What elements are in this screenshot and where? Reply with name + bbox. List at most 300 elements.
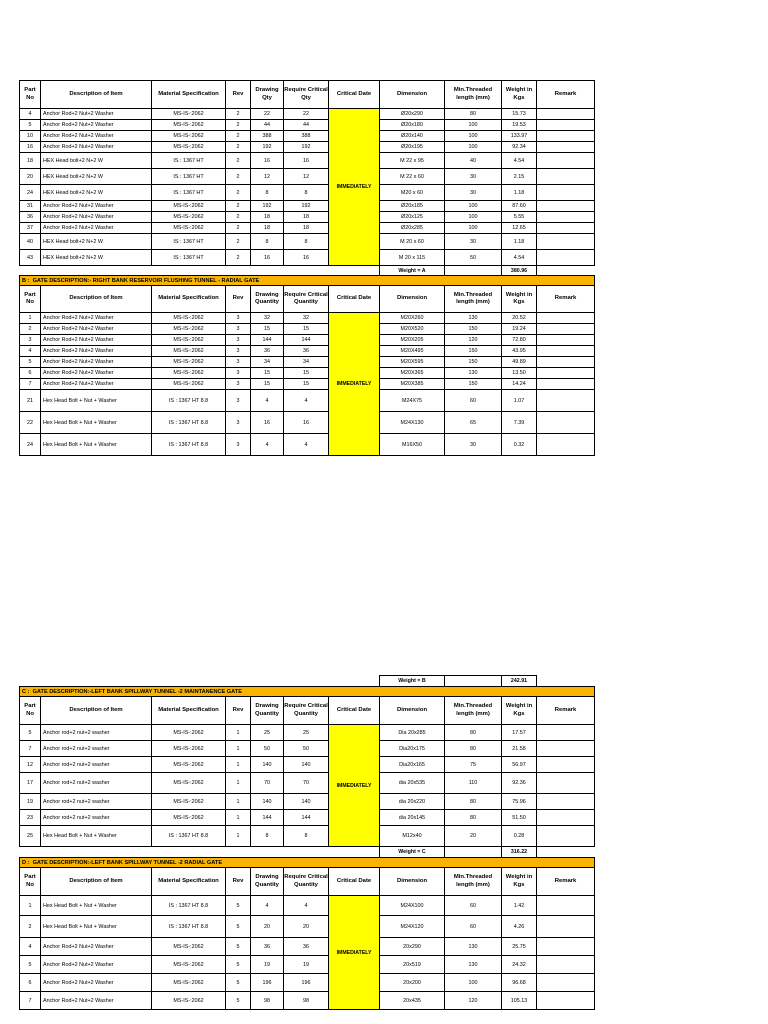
description-cell: Anchor Rod+2 Nut+2 Washer	[41, 142, 152, 153]
dimension-cell: M20 x 60	[380, 185, 445, 201]
header-description: Description of Item	[41, 81, 152, 109]
drawing-qty-cell: 18	[251, 223, 284, 234]
weight-cell: 4.26	[502, 916, 537, 938]
drawing-qty-cell: 4	[251, 896, 284, 916]
part-no-cell: 40	[20, 234, 41, 250]
drawing-qty-cell: 16	[251, 250, 284, 266]
min-threaded-length-cell: 150	[445, 357, 502, 368]
part-no-cell: 5	[20, 120, 41, 131]
description-cell: HEX Head bolt+2 N+2 W	[41, 234, 152, 250]
description-cell: Anchor Rod+2 Nut+2 Washer	[41, 109, 152, 120]
table-row	[20, 169, 595, 185]
header-rev: Rev	[226, 286, 251, 313]
drawing-qty-cell: 19	[251, 956, 284, 974]
part-no-cell: 31	[20, 201, 41, 212]
critical-qty-cell: 34	[284, 357, 329, 368]
min-threaded-length-cell: 100	[445, 223, 502, 234]
part-no-cell: 25	[20, 826, 41, 847]
min-threaded-length-cell: 20	[445, 826, 502, 847]
critical-date-cell: IMMEDIATELY	[329, 109, 380, 266]
table-row	[20, 810, 595, 826]
rev-cell: 5	[226, 992, 251, 1010]
weight-cell: 17.57	[502, 725, 537, 741]
part-no-cell: 36	[20, 212, 41, 223]
min-threaded-length-cell: 100	[445, 131, 502, 142]
blank-cell	[20, 676, 380, 687]
header-critical-date: Critical Date	[329, 868, 380, 896]
material-spec-cell: MS-IS-:2062	[152, 794, 226, 810]
weight-cell: 15.73	[502, 109, 537, 120]
material-spec-cell: MS-IS-:2062	[152, 956, 226, 974]
critical-qty-cell: 196	[284, 974, 329, 992]
dimension-cell: 20x519	[380, 956, 445, 974]
table-row	[20, 142, 595, 153]
min-threaded-length-cell: 30	[445, 434, 502, 456]
rev-cell: 1	[226, 725, 251, 741]
material-spec-cell: IS : 1367 HT 8.8	[152, 826, 226, 847]
header-rev: Rev	[226, 868, 251, 896]
material-spec-cell: MS-IS-:2062	[152, 109, 226, 120]
table-row	[20, 434, 595, 456]
critical-qty-cell: 25	[284, 725, 329, 741]
critical-qty-cell: 20	[284, 916, 329, 938]
remark-cell	[537, 956, 595, 974]
description-cell: Anchor Rod+2 Nut+2 Washer	[41, 992, 152, 1010]
header-part-no: Part No	[20, 286, 41, 313]
remark-cell	[537, 313, 595, 324]
min-threaded-length-cell: 80	[445, 725, 502, 741]
critical-qty-cell: 16	[284, 153, 329, 169]
dimension-cell: Ø20x185	[380, 201, 445, 212]
material-spec-cell: MS-IS-:2062	[152, 741, 226, 757]
header-weight: Weight in Kgs	[502, 868, 537, 896]
weight-cell: 92.36	[502, 773, 537, 794]
header-critical-qty: Require Critical Quantity	[284, 697, 329, 725]
part-no-cell: 1	[20, 313, 41, 324]
material-spec-cell: IS : 1367 HT	[152, 234, 226, 250]
drawing-qty-cell: 34	[251, 357, 284, 368]
material-spec-cell: IS : 1367 HT	[152, 169, 226, 185]
dimension-cell: M24X100	[380, 896, 445, 916]
blank-cell	[537, 266, 595, 276]
drawing-qty-cell: 36	[251, 346, 284, 357]
rev-cell: 5	[226, 916, 251, 938]
description-cell: Anchor rod+2 nut+2 washer	[41, 725, 152, 741]
description-cell: Anchor Rod+2 Nut+2 Washer	[41, 335, 152, 346]
description-cell: Anchor rod+2 nut+2 washer	[41, 741, 152, 757]
rev-cell: 3	[226, 379, 251, 390]
drawing-qty-cell: 4	[251, 434, 284, 456]
weight-cell: 133.97	[502, 131, 537, 142]
rev-cell: 1	[226, 757, 251, 773]
material-spec-cell: IS : 1367 HT 8.8	[152, 916, 226, 938]
section-title-row	[20, 276, 595, 286]
header-material-spec: Material Specification	[152, 697, 226, 725]
dimension-cell: Ø20x290	[380, 109, 445, 120]
min-threaded-length-cell: 60	[445, 390, 502, 412]
critical-qty-cell: 98	[284, 992, 329, 1010]
part-no-cell: 19	[20, 794, 41, 810]
rev-cell: 3	[226, 434, 251, 456]
weight-cell: 14.24	[502, 379, 537, 390]
header-critical-qty: Require Critical Qty	[284, 81, 329, 109]
description-cell: HEX Head bolt+2 N+2 W	[41, 153, 152, 169]
part-no-cell: 12	[20, 757, 41, 773]
section-description: GATE DESCRIPTION:-LEFT BANK SPILLWAY TUNNEL -2 RADIAL GATE	[32, 859, 223, 866]
description-cell: Hex Head Bolt + Nut + Washer	[41, 916, 152, 938]
material-spec-cell: MS-IS-:2062	[152, 201, 226, 212]
dimension-cell: Ø20x125	[380, 212, 445, 223]
description-cell: Anchor Rod+2 Nut+2 Washer	[41, 938, 152, 956]
section-title-row	[20, 687, 595, 697]
dimension-cell: M20X595	[380, 357, 445, 368]
part-no-cell: 5	[20, 956, 41, 974]
weight-total-spacer	[445, 847, 502, 858]
table-row	[20, 896, 595, 916]
section-code: D :	[22, 859, 30, 866]
remark-cell	[537, 992, 595, 1010]
critical-qty-cell: 15	[284, 379, 329, 390]
material-spec-cell: MS-IS-:2062	[152, 974, 226, 992]
critical-qty-cell: 50	[284, 741, 329, 757]
weight-cell: 19.24	[502, 324, 537, 335]
part-no-cell: 37	[20, 223, 41, 234]
remark-cell	[537, 773, 595, 794]
dimension-cell: 20x290	[380, 938, 445, 956]
section-title	[20, 687, 595, 697]
material-spec-cell: MS-IS-:2062	[152, 142, 226, 153]
description-cell: Anchor Rod+2 Nut+2 Washer	[41, 201, 152, 212]
material-spec-cell: MS-IS-:2062	[152, 810, 226, 826]
section-title	[20, 276, 595, 286]
description-cell: Anchor Rod+2 Nut+2 Washer	[41, 974, 152, 992]
material-spec-cell: MS-IS-:2062	[152, 212, 226, 223]
remark-cell	[537, 201, 595, 212]
remark-cell	[537, 153, 595, 169]
critical-qty-cell: 32	[284, 313, 329, 324]
rev-cell: 2	[226, 201, 251, 212]
remark-cell	[537, 725, 595, 741]
table-row	[20, 131, 595, 142]
remark-cell	[537, 335, 595, 346]
critical-qty-cell: 192	[284, 142, 329, 153]
header-drawing-qty: Drawing Quantity	[251, 868, 284, 896]
min-threaded-length-cell: 110	[445, 773, 502, 794]
remark-cell	[537, 142, 595, 153]
dimension-cell: M 22 x 60	[380, 169, 445, 185]
drawing-qty-cell: 16	[251, 412, 284, 434]
description-cell: Hex Head Bolt + Nut + Washer	[41, 412, 152, 434]
drawing-qty-cell: 15	[251, 379, 284, 390]
weight-cell: 105.13	[502, 992, 537, 1010]
dimension-cell: Ø20x180	[380, 120, 445, 131]
part-no-cell: 6	[20, 368, 41, 379]
table-header-row	[20, 868, 595, 896]
min-threaded-length-cell: 50	[445, 250, 502, 266]
weight-cell: 75.96	[502, 794, 537, 810]
min-threaded-length-cell: 130	[445, 313, 502, 324]
weight-cell: 49.89	[502, 357, 537, 368]
table-row	[20, 357, 595, 368]
table-row	[20, 368, 595, 379]
weight-total-spacer	[445, 266, 502, 276]
header-drawing-qty: Drawing Quantity	[251, 697, 284, 725]
material-spec-cell: MS-IS-:2062	[152, 992, 226, 1010]
critical-qty-cell: 4	[284, 434, 329, 456]
dimension-cell: dia 20x220	[380, 794, 445, 810]
rev-cell: 3	[226, 346, 251, 357]
table-row	[20, 974, 595, 992]
header-drawing-qty: Drawing Quantity	[251, 286, 284, 313]
blank-cell	[20, 847, 380, 858]
rev-cell: 1	[226, 810, 251, 826]
critical-qty-cell: 140	[284, 794, 329, 810]
remark-cell	[537, 810, 595, 826]
min-threaded-length-cell: 80	[445, 794, 502, 810]
material-spec-cell: MS-IS-:2062	[152, 357, 226, 368]
critical-qty-cell: 144	[284, 810, 329, 826]
section-code: C :	[22, 688, 30, 695]
dimension-cell: 20x435	[380, 992, 445, 1010]
section-description: GATE DESCRIPTION:-LEFT BANK SPILLWAY TUNNEL -2 MAINTANENCE GATE	[32, 688, 242, 695]
remark-cell	[537, 131, 595, 142]
drawing-qty-cell: 144	[251, 335, 284, 346]
rev-cell: 2	[226, 169, 251, 185]
table-row	[20, 826, 595, 847]
dimension-cell: 20x200	[380, 974, 445, 992]
blank-cell	[537, 847, 595, 858]
rev-cell: 2	[226, 212, 251, 223]
part-no-cell: 7	[20, 379, 41, 390]
weight-cell: 5.55	[502, 212, 537, 223]
min-threaded-length-cell: 60	[445, 896, 502, 916]
rev-cell: 5	[226, 896, 251, 916]
table-row	[20, 916, 595, 938]
dimension-cell: M20X495	[380, 346, 445, 357]
drawing-qty-cell: 18	[251, 212, 284, 223]
rev-cell: 5	[226, 956, 251, 974]
header-description: Description of Item	[41, 286, 152, 313]
remark-cell	[537, 757, 595, 773]
weight-total-value: 380.96	[502, 266, 537, 276]
weight-cell: 92.34	[502, 142, 537, 153]
material-spec-cell: MS-IS-:2062	[152, 757, 226, 773]
dimension-cell: M 20 x 115	[380, 250, 445, 266]
rev-cell: 5	[226, 938, 251, 956]
min-threaded-length-cell: 120	[445, 335, 502, 346]
drawing-qty-cell: 44	[251, 120, 284, 131]
header-critical-date: Critical Date	[329, 286, 380, 313]
header-dimension: Dimension	[380, 286, 445, 313]
weight-total-row	[20, 266, 595, 276]
header-min-threaded-length: Min.Threaded length (mm)	[445, 868, 502, 896]
part-no-cell: 23	[20, 810, 41, 826]
rev-cell: 2	[226, 120, 251, 131]
remark-cell	[537, 741, 595, 757]
part-no-cell: 17	[20, 773, 41, 794]
remark-cell	[537, 794, 595, 810]
header-weight: Weight in Kgs	[502, 286, 537, 313]
table-row	[20, 185, 595, 201]
critical-qty-cell: 36	[284, 938, 329, 956]
rev-cell: 2	[226, 185, 251, 201]
table-row	[20, 773, 595, 794]
rev-cell: 3	[226, 335, 251, 346]
description-cell: Anchor Rod+2 Nut+2 Washer	[41, 357, 152, 368]
header-part-no: Part No	[20, 697, 41, 725]
header-dimension: Dimension	[380, 81, 445, 109]
drawing-qty-cell: 15	[251, 324, 284, 335]
header-rev: Rev	[226, 81, 251, 109]
drawing-qty-cell: 98	[251, 992, 284, 1010]
header-remark: Remark	[537, 697, 595, 725]
header-critical-date: Critical Date	[329, 697, 380, 725]
weight-cell: 72.80	[502, 335, 537, 346]
section-title	[20, 858, 595, 868]
header-dimension: Dimension	[380, 868, 445, 896]
weight-total-spacer	[445, 676, 502, 687]
material-spec-cell: MS-IS-:2062	[152, 368, 226, 379]
critical-qty-cell: 144	[284, 335, 329, 346]
drawing-qty-cell: 8	[251, 826, 284, 847]
dimension-cell: Ø20x285	[380, 223, 445, 234]
min-threaded-length-cell: 130	[445, 938, 502, 956]
critical-qty-cell: 8	[284, 234, 329, 250]
part-no-cell: 16	[20, 142, 41, 153]
part-no-cell: 2	[20, 916, 41, 938]
table-row	[20, 725, 595, 741]
header-material-spec: Material Specification	[152, 286, 226, 313]
material-spec-cell: MS-IS-:2062	[152, 346, 226, 357]
drawing-qty-cell: 12	[251, 169, 284, 185]
drawing-qty-cell: 50	[251, 741, 284, 757]
drawing-qty-cell: 70	[251, 773, 284, 794]
rev-cell: 1	[226, 826, 251, 847]
remark-cell	[537, 169, 595, 185]
description-cell: Anchor rod+2 nut+2 washer	[41, 810, 152, 826]
description-cell: Anchor rod+2 nut+2 washer	[41, 794, 152, 810]
critical-date-cell: IMMEDIATELY	[329, 313, 380, 456]
weight-cell: 43.95	[502, 346, 537, 357]
table-header-row	[20, 697, 595, 725]
description-cell: Anchor Rod+2 Nut+2 Washer	[41, 131, 152, 142]
part-no-cell: 2	[20, 324, 41, 335]
min-threaded-length-cell: 100	[445, 201, 502, 212]
weight-cell: 24.32	[502, 956, 537, 974]
material-spec-cell: IS : 1367 HT 8.8	[152, 896, 226, 916]
weight-cell: 7.39	[502, 412, 537, 434]
rev-cell: 3	[226, 357, 251, 368]
min-threaded-length-cell: 100	[445, 142, 502, 153]
rev-cell: 1	[226, 741, 251, 757]
description-cell: Hex Head Bolt + Nut + Washer	[41, 896, 152, 916]
header-dimension: Dimension	[380, 697, 445, 725]
critical-qty-cell: 4	[284, 896, 329, 916]
weight-cell: 25.75	[502, 938, 537, 956]
critical-date-cell: IMMEDIATELY	[329, 896, 380, 1010]
weight-cell: 96.68	[502, 974, 537, 992]
dimension-cell: M16X50	[380, 434, 445, 456]
min-threaded-length-cell: 80	[445, 109, 502, 120]
rev-cell: 2	[226, 223, 251, 234]
description-cell: Anchor Rod+2 Nut+2 Washer	[41, 368, 152, 379]
dimension-cell: Dia 20x285	[380, 725, 445, 741]
dimension-cell: Dia20x165	[380, 757, 445, 773]
material-spec-cell: MS-IS-:2062	[152, 938, 226, 956]
min-threaded-length-cell: 75	[445, 757, 502, 773]
min-threaded-length-cell: 130	[445, 368, 502, 379]
header-rev: Rev	[226, 697, 251, 725]
dimension-cell: M20X365	[380, 368, 445, 379]
rev-cell: 2	[226, 131, 251, 142]
critical-qty-cell: 140	[284, 757, 329, 773]
remark-cell	[537, 826, 595, 847]
table-row	[20, 412, 595, 434]
remark-cell	[537, 938, 595, 956]
dimension-cell: M12x40	[380, 826, 445, 847]
min-threaded-length-cell: 150	[445, 346, 502, 357]
material-spec-cell: IS : 1367 HT 8.8	[152, 412, 226, 434]
weight-cell: 1.18	[502, 185, 537, 201]
drawing-qty-cell: 20	[251, 916, 284, 938]
dimension-cell: M24X75	[380, 390, 445, 412]
dimension-cell: Dia20x175	[380, 741, 445, 757]
part-no-cell: 4	[20, 938, 41, 956]
description-cell: Anchor Rod+2 Nut+2 Washer	[41, 313, 152, 324]
header-critical-date: Critical Date	[329, 81, 380, 109]
critical-qty-cell: 16	[284, 250, 329, 266]
material-spec-cell: IS : 1367 HT 8.8	[152, 390, 226, 412]
table-row	[20, 250, 595, 266]
remark-cell	[537, 434, 595, 456]
remark-cell	[537, 120, 595, 131]
weight-cell: 1.07	[502, 390, 537, 412]
min-threaded-length-cell: 120	[445, 992, 502, 1010]
header-min-threaded-length: Min.Threaded length (mm)	[445, 81, 502, 109]
drawing-qty-cell: 15	[251, 368, 284, 379]
table-row	[20, 992, 595, 1010]
description-cell: HEX Head bolt+2 N+2 W	[41, 250, 152, 266]
rev-cell: 1	[226, 773, 251, 794]
rev-cell: 2	[226, 109, 251, 120]
weight-cell: 20.52	[502, 313, 537, 324]
description-cell: HEX Head bolt+2 N+2 W	[41, 169, 152, 185]
section-code: B :	[22, 277, 30, 284]
weight-total-value: 242.91	[502, 676, 537, 687]
table-row	[20, 212, 595, 223]
header-material-spec: Material Specification	[152, 81, 226, 109]
description-cell: HEX Head bolt+2 N+2 W	[41, 185, 152, 201]
drawing-qty-cell: 192	[251, 201, 284, 212]
part-no-cell: 7	[20, 992, 41, 1010]
critical-qty-cell: 192	[284, 201, 329, 212]
description-cell: Anchor Rod+2 Nut+2 Washer	[41, 346, 152, 357]
table-row	[20, 223, 595, 234]
table-row	[20, 335, 595, 346]
header-min-threaded-length: Min.Threaded length (mm)	[445, 697, 502, 725]
material-spec-cell: IS : 1367 HT 8.8	[152, 434, 226, 456]
material-spec-cell: IS : 1367 HT	[152, 185, 226, 201]
part-no-cell: 21	[20, 390, 41, 412]
table-row	[20, 956, 595, 974]
remark-cell	[537, 357, 595, 368]
remark-cell	[537, 223, 595, 234]
part-no-cell: 5	[20, 725, 41, 741]
remark-cell	[537, 368, 595, 379]
min-threaded-length-cell: 100	[445, 212, 502, 223]
table-row	[20, 938, 595, 956]
weight-total-label: Weight = C	[380, 847, 445, 858]
